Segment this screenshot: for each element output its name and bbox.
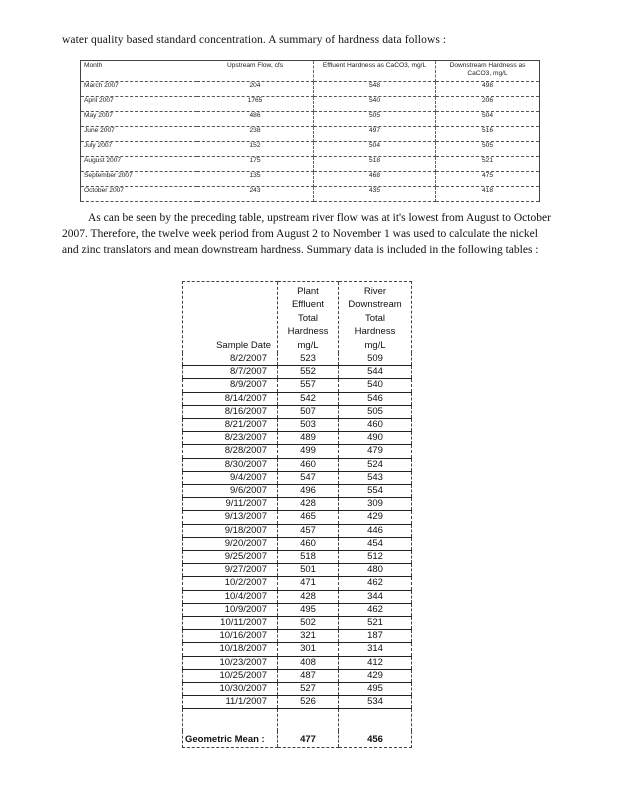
table-row [183,669,412,682]
table-row [81,82,540,97]
sample-date-cell: 10/18/2007 [183,643,278,656]
sample-date-cell: 8/14/2007 [183,392,278,405]
sample-date-cell: 9/25/2007 [183,551,278,564]
plant-hardness-cell: 408 [278,656,339,669]
river-hardness-cell: 490 [339,432,412,445]
river-header-line: Hardness [354,326,396,337]
sample-date-cell: 8/28/2007 [183,445,278,458]
plant-hardness-cell: 547 [278,471,339,484]
upstream-flow-cell: 175 [197,157,314,172]
plant-hardness-cell: 507 [278,405,339,418]
plant-header-line: Hardness [287,326,329,337]
table-row [183,643,412,656]
river-hardness-cell: 462 [339,577,412,590]
river-header-line: River [363,285,387,297]
downstream-hardness-cell: 498 [436,82,540,97]
plant-hardness-cell: 465 [278,511,339,524]
river-hardness-cell: 540 [339,379,412,392]
river-hardness-cell: 554 [339,485,412,498]
header-river-downstream [339,282,412,354]
table-row [81,157,540,172]
table-row [81,142,540,157]
table-row [183,603,412,616]
river-hardness-cell: 429 [339,511,412,524]
plant-header-line: Total [297,312,319,324]
plant-hardness-cell: 523 [278,353,339,366]
downstream-hardness-cell: 516 [436,127,540,142]
upstream-flow-cell: 243 [197,187,314,202]
sample-date-cell: 10/30/2007 [183,683,278,696]
spacer-row [183,709,412,732]
table-row [183,577,412,590]
effluent-hardness-cell: 497 [314,127,436,142]
downstream-hardness-cell: 475 [436,172,540,187]
river-hardness-cell: 454 [339,537,412,550]
table-row [183,392,412,405]
intro-text: water quality based standard concentration. A summary of hardness data follows : [62,34,447,46]
river-hardness-cell: 462 [339,603,412,616]
body-paragraph [62,210,552,258]
table-row [183,366,412,379]
river-hardness-cell: 521 [339,617,412,630]
table-row [81,127,540,142]
geometric-mean-river: 456 [339,731,412,748]
plant-header-line: mg/L [297,339,319,351]
sample-date-cell: 10/16/2007 [183,630,278,643]
river-hardness-cell: 479 [339,445,412,458]
sample-date-cell: 9/4/2007 [183,471,278,484]
header-effluent-hardness: Effluent Hardness as CaCO3, mg/L [314,61,436,82]
sample-header-row [183,282,412,354]
plant-hardness-cell: 518 [278,551,339,564]
sample-date-cell: 8/2/2007 [183,353,278,366]
river-hardness-cell: 505 [339,405,412,418]
plant-hardness-cell: 557 [278,379,339,392]
table-row [183,590,412,603]
sample-date-cell: 9/18/2007 [183,524,278,537]
month-cell: April 2007 [81,97,198,112]
table-row [183,432,412,445]
river-header-line: Downstream [348,299,402,310]
upstream-flow-cell: 135 [197,172,314,187]
plant-hardness-cell: 489 [278,432,339,445]
table-row [81,97,540,112]
sample-date-cell: 10/11/2007 [183,617,278,630]
month-cell: October 2007 [81,187,198,202]
table-row [183,551,412,564]
header-plant-effluent [278,282,339,354]
effluent-hardness-cell: 468 [314,172,436,187]
plant-hardness-cell: 457 [278,524,339,537]
sample-date-cell: 10/9/2007 [183,603,278,616]
plant-hardness-cell: 487 [278,669,339,682]
sample-hardness-table [182,281,412,748]
table-row [81,112,540,127]
river-hardness-cell: 309 [339,498,412,511]
sample-date-cell: 9/6/2007 [183,485,278,498]
month-cell: July 2007 [81,142,198,157]
sample-date-cell: 11/1/2007 [183,696,278,709]
downstream-hardness-cell: 504 [436,112,540,127]
effluent-hardness-cell: 435 [314,187,436,202]
month-cell: May 2007 [81,112,198,127]
plant-hardness-cell: 301 [278,643,339,656]
plant-hardness-cell: 495 [278,603,339,616]
table-row [183,419,412,432]
spacer-cell [183,709,278,732]
river-hardness-cell: 460 [339,419,412,432]
header-sample-date: Sample Date [183,282,278,354]
downstream-hardness-cell: 505 [436,142,540,157]
geometric-mean-plant: 477 [278,731,339,748]
river-hardness-cell: 509 [339,353,412,366]
plant-hardness-cell: 542 [278,392,339,405]
plant-hardness-cell: 460 [278,458,339,471]
table-row [183,445,412,458]
header-upstream-flow: Upstream Flow, cfs [197,61,314,82]
upstream-flow-cell: 152 [197,142,314,157]
table-row [183,485,412,498]
river-hardness-cell: 480 [339,564,412,577]
river-hardness-cell: 446 [339,524,412,537]
upstream-flow-cell: 486 [197,112,314,127]
upstream-flow-cell: 1765 [197,97,314,112]
table-row [183,696,412,709]
river-hardness-cell: 314 [339,643,412,656]
month-cell: March 2007 [81,82,198,97]
plant-hardness-cell: 552 [278,366,339,379]
plant-hardness-cell: 460 [278,537,339,550]
plant-hardness-cell: 526 [278,696,339,709]
spacer-cell [278,709,339,732]
river-hardness-cell: 187 [339,630,412,643]
sample-date-cell: 8/21/2007 [183,419,278,432]
plant-hardness-cell: 471 [278,577,339,590]
sample-date-cell: 9/27/2007 [183,564,278,577]
plant-hardness-cell: 503 [278,419,339,432]
header-month: Month [81,61,198,82]
sample-date-cell: 9/20/2007 [183,537,278,550]
table-row [183,617,412,630]
downstream-hardness-cell: 521 [436,157,540,172]
river-hardness-cell: 546 [339,392,412,405]
sample-date-cell: 9/13/2007 [183,511,278,524]
table-row [183,656,412,669]
sample-body [183,353,412,709]
month-cell: September 2007 [81,172,198,187]
river-hardness-cell: 534 [339,696,412,709]
summary-body [81,82,540,202]
geometric-mean-label: Geometric Mean : [183,731,278,748]
plant-hardness-cell: 321 [278,630,339,643]
upstream-flow-cell: 238 [197,127,314,142]
paragraph-text: As can be seen by the preceding table, upstream river flow was at it's lowest from August to October 2007. Therefore, the twelve week period from August 2 to November 1 was used to calculate the nickel and zinc translators and mean downstream hardness. Summary data is included in the following tables : [62,212,551,256]
table-row [183,471,412,484]
month-cell: June 2007 [81,127,198,142]
effluent-hardness-cell: 540 [314,97,436,112]
sample-date-cell: 8/9/2007 [183,379,278,392]
upstream-flow-cell: 204 [197,82,314,97]
plant-hardness-cell: 501 [278,564,339,577]
table-row [183,458,412,471]
summary-header-row [81,61,540,82]
plant-hardness-cell: 527 [278,683,339,696]
sample-date-cell: 8/23/2007 [183,432,278,445]
table-row [183,379,412,392]
month-cell: August 2007 [81,157,198,172]
plant-hardness-cell: 428 [278,498,339,511]
geometric-mean-row [183,731,412,748]
plant-header-line: Effluent [291,299,325,310]
river-header-line: Total [364,312,386,324]
plant-hardness-cell: 499 [278,445,339,458]
river-hardness-cell: 544 [339,366,412,379]
table-row [183,353,412,366]
sample-date-cell: 10/23/2007 [183,656,278,669]
downstream-hardness-cell: 206 [436,97,540,112]
sample-date-cell: 8/16/2007 [183,405,278,418]
river-hardness-cell: 512 [339,551,412,564]
sample-date-cell: 8/7/2007 [183,366,278,379]
table-row [81,187,540,202]
spacer-cell [339,709,412,732]
sample-date-cell: 10/2/2007 [183,577,278,590]
downstream-hardness-cell: 418 [436,187,540,202]
plant-header-line: Plant [297,285,319,297]
plant-hardness-cell: 428 [278,590,339,603]
table-row [183,537,412,550]
effluent-hardness-cell: 548 [314,82,436,97]
effluent-hardness-cell: 504 [314,142,436,157]
plant-hardness-cell: 496 [278,485,339,498]
table-row [183,564,412,577]
table-row [81,172,540,187]
sample-date-cell: 10/25/2007 [183,669,278,682]
table-row [183,511,412,524]
river-hardness-cell: 412 [339,656,412,669]
river-hardness-cell: 429 [339,669,412,682]
river-header-line: mg/L [364,339,386,351]
hardness-summary-table [80,60,540,202]
table-row [183,683,412,696]
table-row [183,405,412,418]
plant-hardness-cell: 502 [278,617,339,630]
river-hardness-cell: 524 [339,458,412,471]
effluent-hardness-cell: 518 [314,157,436,172]
table-row [183,630,412,643]
effluent-hardness-cell: 505 [314,112,436,127]
header-downstream-hardness: Downstream Hardness as CaCO3, mg/L [436,61,540,82]
sample-date-cell: 10/4/2007 [183,590,278,603]
table-row [183,498,412,511]
river-hardness-cell: 543 [339,471,412,484]
sample-date-cell: 9/11/2007 [183,498,278,511]
sample-date-cell: 8/30/2007 [183,458,278,471]
table-row [183,524,412,537]
river-hardness-cell: 495 [339,683,412,696]
river-hardness-cell: 344 [339,590,412,603]
